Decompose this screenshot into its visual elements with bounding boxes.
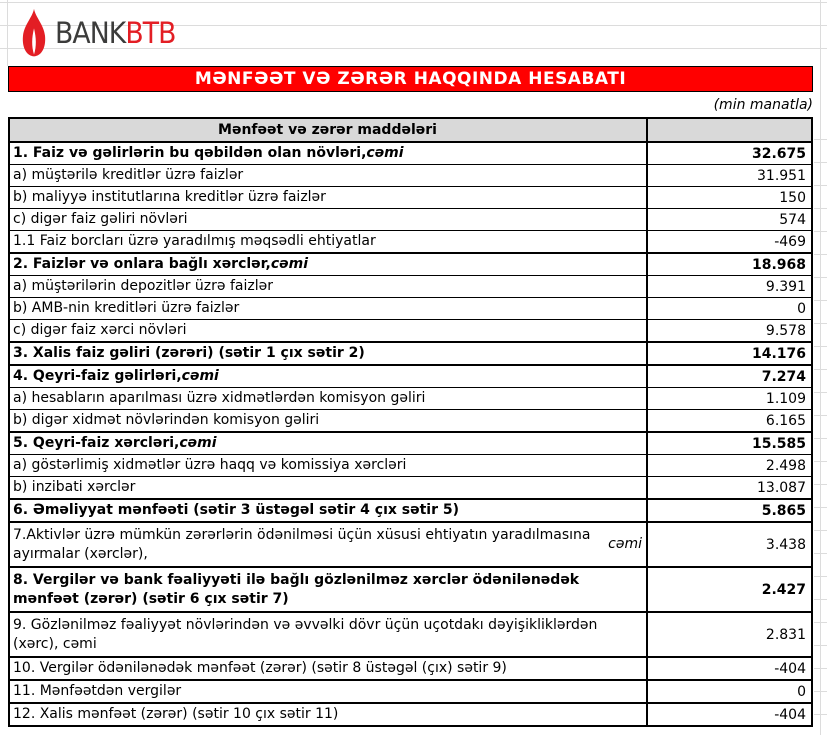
table-header-label: Mənfəət və zərər maddələri <box>10 119 648 141</box>
row-label <box>10 523 648 566</box>
row-value: -404 <box>774 706 806 723</box>
row-value: 0 <box>797 683 806 700</box>
table-row <box>10 566 811 611</box>
row-value: 0 <box>797 300 806 317</box>
row-label-text: 10. Vergilər ödənilənədək mənfəət (zərər) (sətir 8 üstəgəl (çıx) sətir 9) <box>13 660 507 677</box>
row-value: -469 <box>774 233 806 250</box>
row-label <box>10 187 648 208</box>
row-label-text: 1.1 Faiz borcları üzrə yaradılmış məqsədli ehtiyatlar <box>13 233 376 250</box>
row-label <box>10 388 648 409</box>
row-value: 32.675 <box>751 145 806 162</box>
row-label <box>10 477 648 498</box>
table-row <box>10 275 811 297</box>
row-value: 18.968 <box>751 256 806 273</box>
row-label <box>10 343 648 364</box>
table-row <box>10 409 811 431</box>
row-label <box>10 433 648 454</box>
row-label-text: 3. Xalis faiz gəliri (zərəri) (sətir 1 çıx sətir 2) <box>13 345 365 362</box>
table-row <box>10 611 811 656</box>
row-label <box>10 410 648 431</box>
table-row <box>10 297 811 319</box>
row-value: 31.951 <box>757 167 806 184</box>
row-label <box>10 366 648 387</box>
row-label <box>10 254 648 275</box>
logo-text-bank: BANK <box>55 16 126 50</box>
table-row <box>10 230 811 252</box>
row-label-italic: cəmi <box>366 145 404 162</box>
table-row <box>10 252 811 275</box>
flame-icon <box>20 8 48 58</box>
unit-note: (min manatla) <box>713 97 813 113</box>
row-label-text: c) digər faiz gəliri növləri <box>13 211 188 228</box>
table-header-row <box>10 119 811 141</box>
row-label <box>10 500 648 521</box>
row-label <box>10 298 648 319</box>
row-label-italic: cəmi <box>608 536 642 553</box>
row-label-text: c) digər faiz xərci növləri <box>13 322 187 339</box>
table-row <box>10 454 811 476</box>
row-label <box>10 231 648 252</box>
report-title: MƏNFƏƏT VƏ ZƏRƏR HAQQINDA HESABATI <box>194 69 627 89</box>
report-title-banner <box>8 66 813 92</box>
table-row <box>10 341 811 364</box>
row-label-text: b) inzibati xərclər <box>13 479 136 496</box>
gridline <box>814 117 827 735</box>
row-value: 2.498 <box>765 457 806 474</box>
row-label <box>10 568 648 611</box>
row-label-text: 11. Mənfəətdən vergilər <box>13 683 182 700</box>
row-value: 6.165 <box>765 412 806 429</box>
table-row <box>10 141 811 164</box>
row-label-text: b) maliyyə institutlarına kreditlər üzrə faizlər <box>13 189 326 206</box>
table-row <box>10 208 811 230</box>
table-row <box>10 521 811 566</box>
row-label-text: 5. Qeyri-faiz xərcləri, <box>13 435 180 452</box>
logo-text-btb: BTB <box>125 16 176 50</box>
row-label-text: 1. Faiz və gəlirlərin bu qəbildən olan növləri, <box>13 145 367 162</box>
table-row <box>10 364 811 387</box>
row-label <box>10 658 648 679</box>
report-table-body <box>10 141 811 725</box>
row-value: 3.438 <box>765 536 806 553</box>
table-row <box>10 186 811 208</box>
row-label <box>10 455 648 476</box>
table-row <box>10 679 811 702</box>
row-value: 150 <box>779 189 806 206</box>
row-label <box>10 209 648 230</box>
table-row <box>10 498 811 521</box>
gridline <box>0 2 827 3</box>
row-label-text: a) hesabların aparılması üzrə xidmətlərdən komisyon gəliri <box>13 390 426 407</box>
table-row <box>10 164 811 186</box>
table-row <box>10 476 811 498</box>
row-label-text: 8. Vergilər və bank fəaliyyəti ilə bağlı gözlənilməz xərclər ödənilənədək mənfəət (zərər) (sətir 6 çıx sətir 7) <box>13 571 580 607</box>
row-value: 13.087 <box>757 479 806 496</box>
row-label-text: 9. Gözlənilməz fəaliyyət növlərindən və əvvəlki dövr üçün uçotdakı dəyişikliklərdən (xərc), cəmi <box>13 616 598 652</box>
row-label-text: a) göstərlimiş xidmətlər üzrə haqq və komissiya xərcləri <box>13 457 407 474</box>
table-row <box>10 431 811 454</box>
row-label-italic: cəmi <box>179 435 217 452</box>
row-value: 15.585 <box>751 435 806 452</box>
row-value: 9.578 <box>765 322 806 339</box>
row-value: 2.427 <box>761 581 806 598</box>
row-label-text: a) müştərilərin depozitlər üzrə faizlər <box>13 278 273 295</box>
row-label-text: 7.Aktivlər üzrə mümkün zərərlərin ödənilməsi üçün xüsusi ehtiyatın yaradılmasına ayırmalar (xərclər), <box>13 526 591 562</box>
row-label <box>10 165 648 186</box>
row-label-text: 6. Əməliyyat mənfəəti (sətir 3 üstəgəl sətir 4 çıx sətir 5) <box>13 502 460 519</box>
table-row <box>10 387 811 409</box>
row-value: 5.865 <box>761 502 806 519</box>
row-label-text: b) AMB-nin kreditləri üzrə faizlər <box>13 300 240 317</box>
row-label <box>10 613 648 656</box>
logo-text <box>55 16 175 50</box>
row-label-italic: cəmi <box>181 368 219 385</box>
row-label <box>10 320 648 341</box>
row-label-text: 12. Xalis mənfəət (zərər) (sətir 10 çıx sətir 11) <box>13 706 339 723</box>
row-value: 2.831 <box>765 626 806 643</box>
row-value: 574 <box>779 211 806 228</box>
row-label <box>10 681 648 702</box>
row-label-text: 4. Qeyri-faiz gəlirləri, <box>13 368 182 385</box>
row-value: -404 <box>774 660 806 677</box>
table-row <box>10 702 811 725</box>
row-label-italic: cəmi <box>270 256 309 273</box>
table-row <box>10 319 811 341</box>
row-label <box>10 704 648 725</box>
row-value: 9.391 <box>765 278 806 295</box>
row-label <box>10 276 648 297</box>
row-value: 14.176 <box>751 345 806 362</box>
bank-logo <box>20 8 186 58</box>
row-value: 1.109 <box>765 390 806 407</box>
table-header-value-cell <box>648 119 811 141</box>
row-label-text: a) müştərilə kreditlər üzrə faizlər <box>13 167 244 184</box>
row-value: 7.274 <box>761 368 806 385</box>
row-label <box>10 143 648 164</box>
row-label-text: b) digər xidmət növlərindən komisyon gəliri <box>13 412 320 429</box>
table-row <box>10 656 811 679</box>
row-label-text: 2. Faizlər və onlara bağlı xərclər, <box>13 256 271 273</box>
report-table <box>8 117 813 727</box>
gridline <box>7 0 8 66</box>
